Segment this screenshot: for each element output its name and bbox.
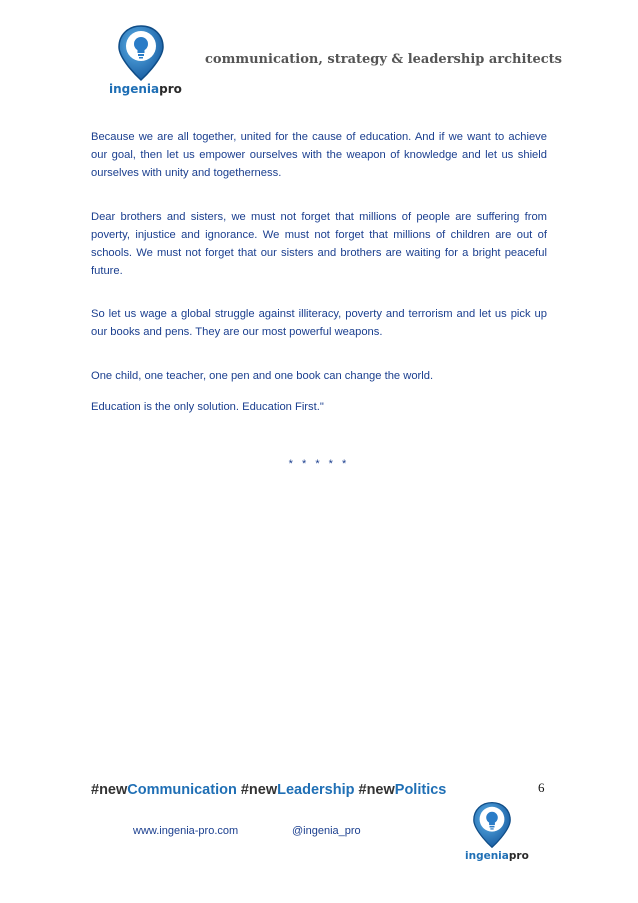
footer-logo-wordmark [465, 850, 529, 862]
hashtag-word: Communication [127, 782, 237, 798]
paragraph-4: One child, one teacher, one pen and one book can change the world. [91, 370, 434, 382]
ingeniapro-logo-icon [117, 24, 165, 82]
hashtag-line [91, 782, 446, 798]
paragraph-3: So let us wage a global struggle against illiteracy, poverty and terrorism and let us pick up our books and pens. They are our most powerful weapons. [91, 308, 547, 338]
section-separator: * * * * * [288, 458, 350, 470]
hashtag-prefix: #new [358, 782, 395, 798]
tagline: communication, strategy & leadership architects [205, 52, 562, 67]
paragraph-5: Education is the only solution. Education First." [91, 401, 324, 413]
logo-word-ingenia: ingenia [109, 82, 160, 96]
logo-word-pro: pro [159, 82, 182, 96]
logo-wordmark [109, 82, 182, 96]
logo-word-pro: pro [508, 850, 529, 862]
website-link[interactable]: www.ingenia-pro.com [133, 825, 239, 837]
ingeniapro-footer-logo-icon [472, 801, 512, 849]
paragraph-1: Because we are all together, united for the cause of education. And if we want to achieve our goal, then let us empower ourselves with the weapon of knowledge and let us shield ourselves with unity and togetherness. [91, 131, 547, 179]
hashtag-word: Politics [394, 782, 447, 798]
social-handle[interactable]: @ingenia_pro [292, 825, 361, 837]
hashtag-prefix: #new [240, 782, 278, 798]
paragraph-2: Dear brothers and sisters, we must not forget that millions of people are suffering from poverty, injustice and ignorance. We must not forget that millions of children are out of schools. We must not forget that our sisters and brothers are waiting for a bright peaceful future. [91, 211, 547, 277]
page-number: 6 [538, 780, 545, 795]
hashtag-prefix: #new [91, 782, 128, 798]
logo-word-ingenia: ingenia [465, 850, 509, 862]
hashtag-word: Leadership [277, 782, 355, 798]
